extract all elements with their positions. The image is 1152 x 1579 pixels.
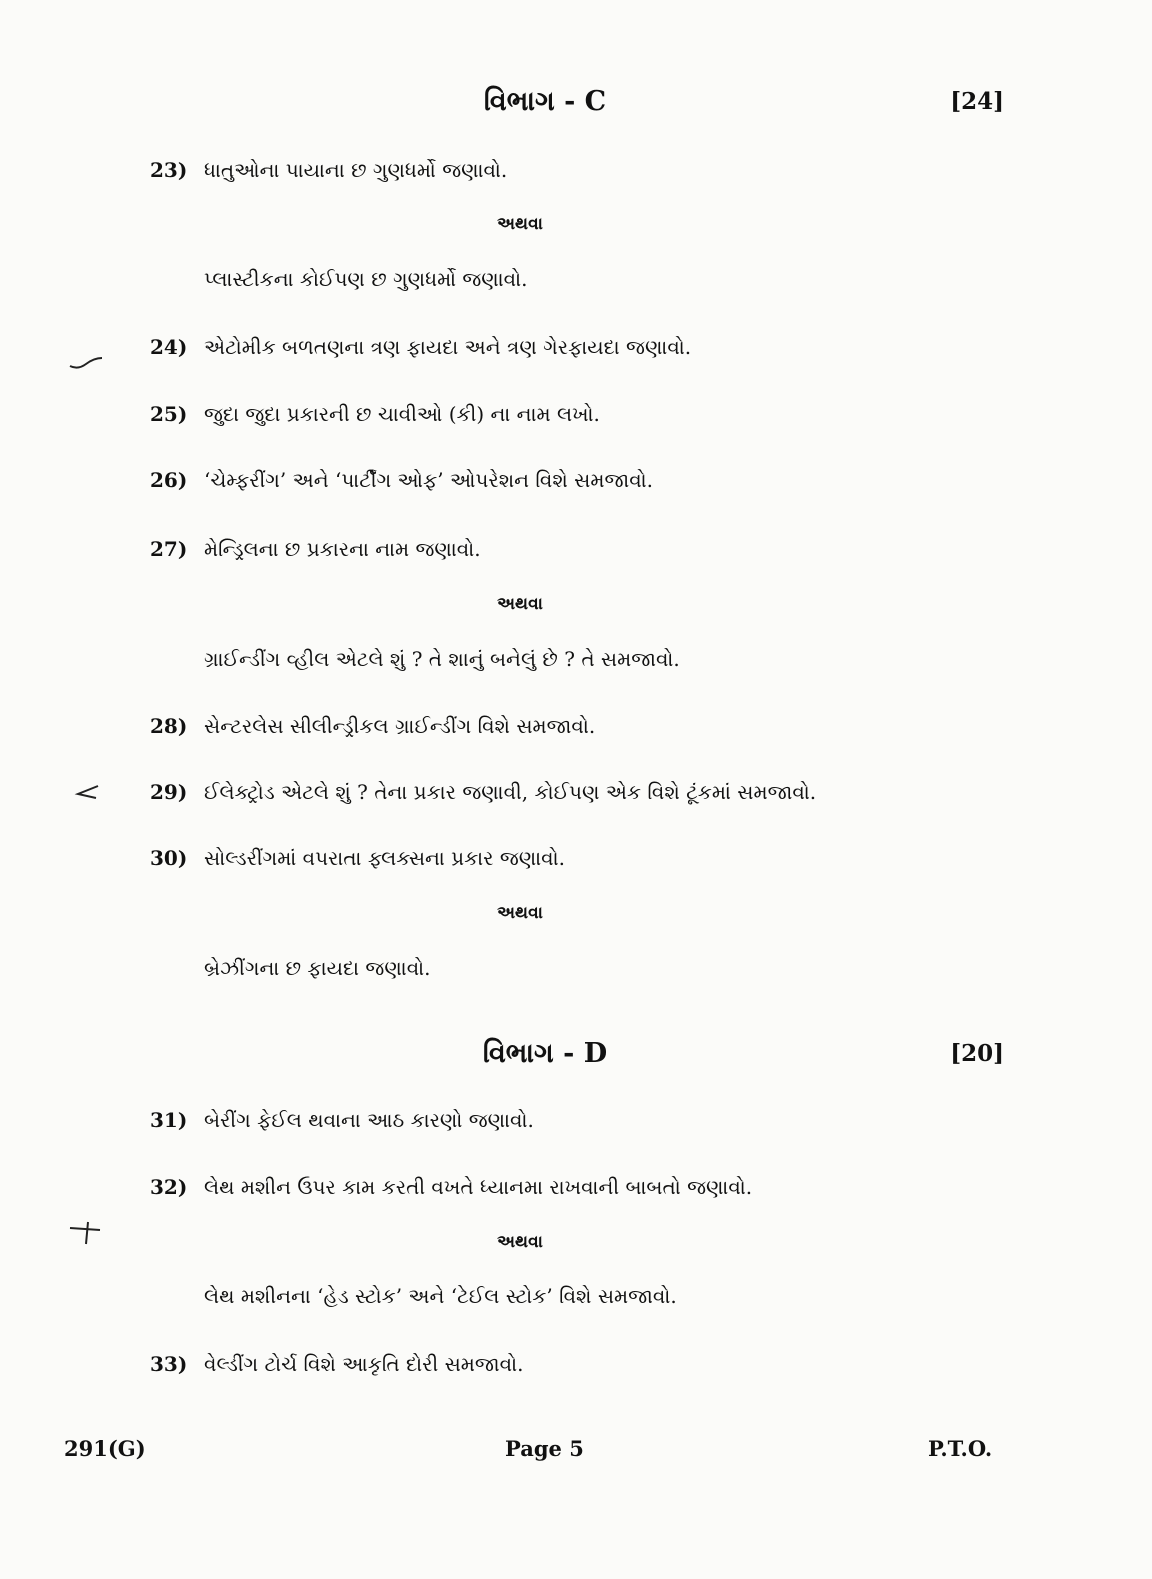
margin-tick-mark xyxy=(66,352,106,376)
section-d-header xyxy=(0,1038,1152,1078)
question-28 xyxy=(150,714,1030,738)
question-number: 23) xyxy=(150,158,188,182)
question-23-alternative: પ્લાસ્ટીકના કોઈપણ છ ગુણધર્મો જણાવો. xyxy=(204,267,528,291)
question-text: એટોમીક બળતણના ત્રણ ફાયદા અને ત્રણ ગેરફાયદા જણાવો. xyxy=(204,335,692,359)
question-text: બેરીંગ ફેઈલ થવાના આઠ કારણો જણાવો. xyxy=(204,1108,534,1132)
section-d-marks: [20] xyxy=(950,1040,1004,1067)
question-number: 25) xyxy=(150,402,188,426)
question-26 xyxy=(150,468,1030,492)
question-text: જુદા જુદા પ્રકારની છ ચાવીઓ (કી) ના નામ લખો. xyxy=(204,402,600,426)
question-text: ‘ચેમ્ફરીંગ’ અને ‘પાર્ટીંગ ઓફ’ ઓપરેશન વિશે સમજાવો. xyxy=(204,468,654,492)
question-text: મેન્ડ્રિલના છ પ્રકારના નામ જણાવો. xyxy=(204,537,481,561)
question-number: 33) xyxy=(150,1352,188,1376)
question-32 xyxy=(150,1175,1030,1199)
or-label: અથવા xyxy=(497,903,543,923)
question-32-alternative: લેથ મશીનના ‘હેડ સ્ટોક’ અને ‘ટેઈલ સ્ટોક’ વિશે સમજાવો. xyxy=(204,1284,677,1308)
question-number: 30) xyxy=(150,846,188,870)
question-27 xyxy=(150,537,1030,561)
section-d-title: વિભાગ - D xyxy=(482,1038,608,1069)
question-31 xyxy=(150,1108,1030,1132)
question-text: ઈલેક્ટ્રોડ એટલે શું ? તેના પ્રકાર જણાવી, કોઈપણ એક વિશે ટૂંકમાં સમજાવો. xyxy=(204,780,817,804)
question-25 xyxy=(150,402,1030,426)
question-number: 27) xyxy=(150,537,188,561)
question-text: સેન્ટરલેસ સીલીન્ડ્રીકલ ગ્રાઈન્ડીંગ વિશે સમજાવો. xyxy=(204,714,596,738)
question-27-alternative: ગ્રાઈન્ડીંગ વ્હીલ એટલે શું ? તે શાનું બનેલું છે ? તે સમજાવો. xyxy=(204,647,680,671)
question-number: 28) xyxy=(150,714,188,738)
section-c-title: વિભાગ - C xyxy=(483,86,607,117)
paper-code: 291(G) xyxy=(64,1436,146,1461)
please-turn-over: P.T.O. xyxy=(928,1436,993,1461)
question-number: 26) xyxy=(150,468,188,492)
question-number: 31) xyxy=(150,1108,188,1132)
question-text: વેલ્ડીંગ ટોર્ચ વિશે આકૃતિ દોરી સમજાવો. xyxy=(204,1352,524,1376)
question-29 xyxy=(150,780,1030,804)
section-c-header xyxy=(0,86,1152,126)
question-text: લેથ મશીન ઉપર કામ કરતી વખતે ધ્યાનમા રાખવાની બાબતો જણાવો. xyxy=(204,1175,753,1199)
question-30 xyxy=(150,846,1030,870)
question-33 xyxy=(150,1352,1030,1376)
question-text: ધાતુઓના પાયાના છ ગુણધર્મો જણાવો. xyxy=(204,158,508,182)
question-23 xyxy=(150,158,1030,182)
question-30-alternative: બ્રેઝીંગના છ ફાયદા જણાવો. xyxy=(204,956,431,980)
page-number: Page 5 xyxy=(505,1436,584,1461)
margin-tick-mark xyxy=(66,1218,106,1248)
question-number: 32) xyxy=(150,1175,188,1199)
margin-tick-mark xyxy=(72,782,102,802)
question-number: 29) xyxy=(150,780,188,804)
or-label: અથવા xyxy=(497,594,543,614)
or-label: અથવા xyxy=(497,1232,543,1252)
question-number: 24) xyxy=(150,335,188,359)
or-label: અથવા xyxy=(497,214,543,234)
question-text: સોલ્ડરીંગમાં વપરાતા ફ્લક્સના પ્રકાર જણાવો. xyxy=(204,846,565,870)
section-c-marks: [24] xyxy=(950,88,1004,115)
question-24 xyxy=(150,335,1030,359)
